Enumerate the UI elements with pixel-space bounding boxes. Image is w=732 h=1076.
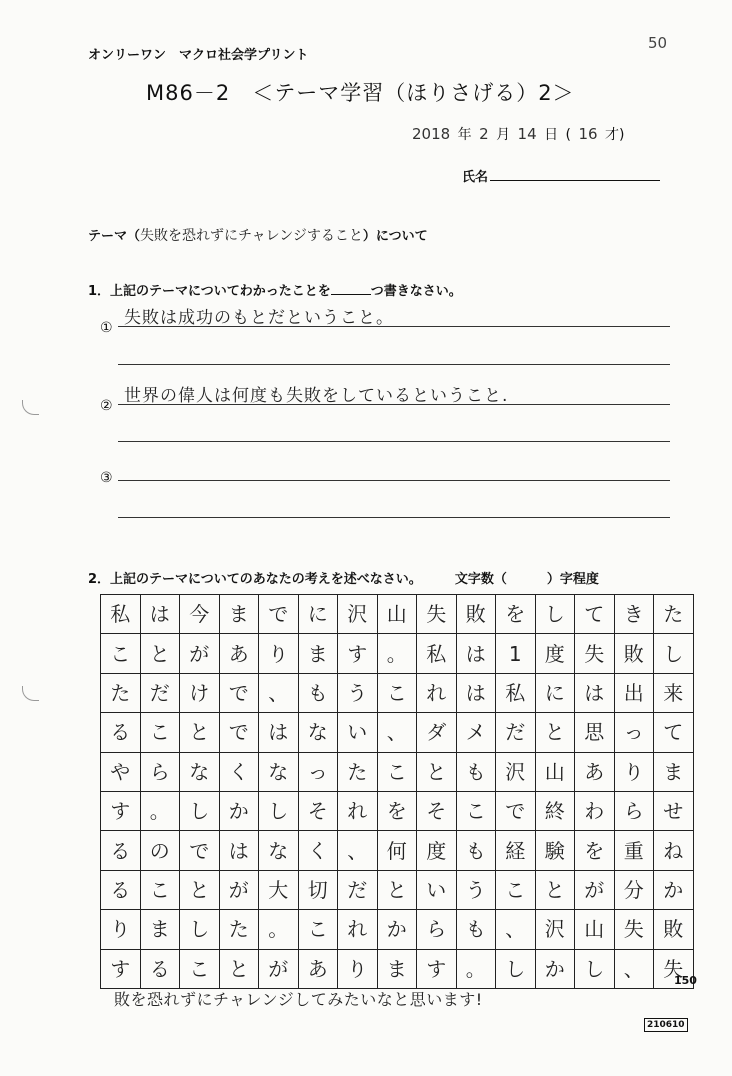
grid-cell: た [101, 673, 141, 712]
date-line [412, 124, 627, 144]
grid-cell: し [180, 791, 220, 830]
grid-cell: も [456, 752, 496, 791]
grid-cell: ら [417, 910, 457, 949]
binder-hole-mark-top [22, 400, 39, 415]
date-month-unit: 月 [496, 127, 511, 143]
answer-1-line-1 [118, 326, 670, 327]
grid-cell: は [140, 595, 180, 634]
grid-cell: 沢 [535, 910, 575, 949]
date-day-unit: 日 [544, 127, 559, 143]
grid-cell: そ [298, 791, 338, 830]
answer-3-number: ③ [100, 470, 113, 486]
grid-cell: が [259, 949, 299, 988]
date-year: 2018 [412, 125, 451, 143]
answer-1-text: 失敗は成功のもとだということ。 [124, 308, 394, 328]
grid-cell: れ [338, 791, 378, 830]
grid-cell: 山 [575, 910, 615, 949]
grid-cell: き [614, 595, 654, 634]
grid-cell: て [575, 595, 615, 634]
closing-text: 敗を恐れずにチャレンジしてみたいなと思います! [114, 990, 483, 1009]
grid-cell: こ [377, 752, 417, 791]
grid-cell: や [101, 752, 141, 791]
grid-cell: な [298, 713, 338, 752]
grid-cell: を [496, 595, 536, 634]
grid-count-label: 150 [674, 974, 697, 987]
grid-cell: て [654, 713, 694, 752]
grid-row [101, 791, 694, 830]
date-day: 14 [517, 125, 537, 143]
question-1-count-blank [331, 283, 371, 295]
grid-cell: だ [338, 870, 378, 909]
question-1 [88, 280, 462, 299]
grid-cell: 山 [377, 595, 417, 634]
answer-grid [100, 594, 694, 989]
grid-cell: で [219, 673, 259, 712]
grid-cell: 分 [614, 870, 654, 909]
score-mark: 50 [648, 34, 668, 52]
grid-cell: も [298, 673, 338, 712]
grid-cell: と [535, 870, 575, 909]
grid-cell: と [180, 870, 220, 909]
form-code: 210610 [644, 1018, 688, 1032]
grid-cell: く [219, 752, 259, 791]
question-2 [88, 568, 599, 587]
name-field[interactable] [490, 168, 660, 181]
grid-cell: か [219, 791, 259, 830]
grid-cell: 来 [654, 673, 694, 712]
grid-cell: ま [654, 752, 694, 791]
grid-cell: ら [614, 791, 654, 830]
grid-cell: こ [140, 713, 180, 752]
grid-cell: に [298, 595, 338, 634]
grid-cell: り [338, 949, 378, 988]
grid-cell: 。 [456, 949, 496, 988]
grid-cell: し [654, 634, 694, 673]
grid-cell: 山 [535, 752, 575, 791]
grid-cell: 重 [614, 831, 654, 870]
answer-1-line-2 [118, 364, 670, 365]
grid-cell: な [259, 831, 299, 870]
grid-cell: い [417, 870, 457, 909]
grid-cell: た [654, 595, 694, 634]
grid-cell: そ [417, 791, 457, 830]
grid-cell: 験 [535, 831, 575, 870]
char-count-label-after: ）字程度 [546, 572, 599, 587]
grid-cell: く [298, 831, 338, 870]
grid-cell: 。 [140, 791, 180, 830]
grid-cell: あ [575, 752, 615, 791]
char-count-label-before: 文字数（ [454, 572, 507, 587]
grid-cell: る [101, 713, 141, 752]
name-line [462, 166, 660, 185]
grid-cell: 失 [417, 595, 457, 634]
grid-cell: 。 [377, 634, 417, 673]
grid-cell: こ [101, 634, 141, 673]
grid-cell: あ [219, 634, 259, 673]
grid-cell: 何 [377, 831, 417, 870]
grid-cell: と [219, 949, 259, 988]
grid-cell: こ [180, 949, 220, 988]
grid-cell: 敗 [614, 634, 654, 673]
grid-cell: し [575, 949, 615, 988]
answer-2-line-1 [118, 404, 670, 405]
grid-cell: 出 [614, 673, 654, 712]
grid-cell: ま [298, 634, 338, 673]
grid-cell: 終 [535, 791, 575, 830]
grid-cell: ま [140, 910, 180, 949]
grid-cell: で [496, 791, 536, 830]
binder-hole-mark-bottom [22, 686, 39, 701]
grid-row [101, 949, 694, 988]
grid-cell: の [140, 831, 180, 870]
grid-cell: け [180, 673, 220, 712]
theme-handwritten: 失敗を恐れずにチャレンジすること [140, 228, 363, 244]
grid-cell: 敗 [456, 595, 496, 634]
grid-cell: は [456, 634, 496, 673]
grid-cell: か [654, 870, 694, 909]
grid-cell: と [180, 713, 220, 752]
grid-cell: も [456, 910, 496, 949]
grid-cell: っ [298, 752, 338, 791]
name-label: 氏名 [462, 170, 489, 185]
sheet-title: M86－2 ＜テーマ学習（ほりさげる）2＞ [146, 81, 575, 105]
grid-cell: れ [338, 910, 378, 949]
grid-cell: る [101, 831, 141, 870]
grid-cell: な [259, 752, 299, 791]
answer-2-line-2 [118, 441, 670, 442]
grid-cell: ダ [417, 713, 457, 752]
answer-1-number: ① [100, 320, 113, 336]
date-age-open: ( [565, 127, 572, 143]
grid-cell: だ [140, 673, 180, 712]
grid-cell: ね [654, 831, 694, 870]
date-year-unit: 年 [457, 127, 472, 143]
answer-3-line-2 [118, 517, 670, 518]
grid-cell: と [535, 713, 575, 752]
grid-cell: し [180, 910, 220, 949]
grid-row [101, 831, 694, 870]
grid-cell: 失 [654, 949, 694, 988]
grid-cell: ま [219, 595, 259, 634]
grid-cell: で [259, 595, 299, 634]
grid-cell: ら [140, 752, 180, 791]
grid-cell: し [496, 949, 536, 988]
grid-cell: 。 [259, 910, 299, 949]
grid-cell: り [259, 634, 299, 673]
grid-row [101, 634, 694, 673]
grid-cell: た [338, 752, 378, 791]
theme-suffix: ）について [362, 229, 428, 244]
grid-cell: し [535, 595, 575, 634]
grid-cell: す [417, 949, 457, 988]
date-age-unit: 才) [605, 127, 625, 143]
grid-cell: 1 [496, 634, 536, 673]
grid-cell: た [219, 910, 259, 949]
grid-cell: 私 [417, 634, 457, 673]
grid-cell: 、 [614, 949, 654, 988]
grid-cell: い [338, 713, 378, 752]
grid-cell: ま [377, 949, 417, 988]
grid-cell: と [417, 752, 457, 791]
grid-cell: 沢 [496, 752, 536, 791]
grid-cell: か [377, 910, 417, 949]
grid-cell: 、 [259, 673, 299, 712]
answer-2-text: 世界の偉人は何度も失敗をしているということ. [124, 386, 509, 406]
grid-cell: 思 [575, 713, 615, 752]
grid-cell: だ [496, 713, 536, 752]
header-label: オンリーワン マクロ社会学プリント [88, 48, 309, 63]
grid-cell: 、 [338, 831, 378, 870]
grid-cell: は [259, 713, 299, 752]
grid-cell: り [101, 910, 141, 949]
grid-cell: を [575, 831, 615, 870]
grid-cell: は [219, 831, 259, 870]
grid-cell: す [101, 949, 141, 988]
grid-cell: う [456, 870, 496, 909]
grid-cell: 失 [614, 910, 654, 949]
grid-cell: メ [456, 713, 496, 752]
grid-cell: に [535, 673, 575, 712]
grid-cell: こ [140, 870, 180, 909]
grid-cell: せ [654, 791, 694, 830]
grid-cell: る [140, 949, 180, 988]
grid-cell: は [575, 673, 615, 712]
grid-row [101, 595, 694, 634]
grid-row [101, 713, 694, 752]
grid-cell: が [575, 870, 615, 909]
grid-cell: わ [575, 791, 615, 830]
grid-cell: こ [456, 791, 496, 830]
grid-cell: こ [496, 870, 536, 909]
grid-row [101, 870, 694, 909]
grid-cell: り [614, 752, 654, 791]
grid-cell: 度 [535, 634, 575, 673]
grid-cell: 敗 [654, 910, 694, 949]
grid-row [101, 752, 694, 791]
grid-cell: 切 [298, 870, 338, 909]
grid-cell: 今 [180, 595, 220, 634]
grid-cell: か [535, 949, 575, 988]
question-1-text-after: つ書きなさい。 [370, 284, 462, 299]
grid-cell: 私 [496, 673, 536, 712]
grid-cell: 経 [496, 831, 536, 870]
grid-cell: っ [614, 713, 654, 752]
grid-cell: が [219, 870, 259, 909]
grid-cell: が [180, 634, 220, 673]
grid-cell: 失 [575, 634, 615, 673]
date-age: 16 [578, 125, 598, 143]
grid-cell: 、 [377, 713, 417, 752]
grid-cell: で [180, 831, 220, 870]
grid-row [101, 910, 694, 949]
theme-prefix: テーマ（ [88, 229, 141, 244]
question-1-text-before: 1．上記のテーマについてわかったことを [88, 284, 331, 299]
grid-cell: る [101, 870, 141, 909]
grid-cell: は [456, 673, 496, 712]
grid-cell: を [377, 791, 417, 830]
grid-cell: 、 [496, 910, 536, 949]
question-2-text: 2．上記のテーマについてのあなたの考えを述べなさい。 [88, 572, 422, 587]
grid-cell: と [377, 870, 417, 909]
grid-cell: う [338, 673, 378, 712]
grid-cell: あ [298, 949, 338, 988]
date-month: 2 [479, 125, 489, 143]
grid-row [101, 673, 694, 712]
grid-cell: こ [298, 910, 338, 949]
grid-cell: で [219, 713, 259, 752]
grid-cell: 大 [259, 870, 299, 909]
grid-cell: こ [377, 673, 417, 712]
grid-cell: と [140, 634, 180, 673]
grid-cell: し [259, 791, 299, 830]
grid-cell: れ [417, 673, 457, 712]
answer-3-line-1 [118, 480, 670, 481]
grid-cell: す [338, 634, 378, 673]
grid-cell: す [101, 791, 141, 830]
grid-cell: も [456, 831, 496, 870]
grid-cell: 沢 [338, 595, 378, 634]
grid-cell: 私 [101, 595, 141, 634]
answer-2-number: ② [100, 398, 113, 414]
grid-cell: な [180, 752, 220, 791]
theme-line [88, 225, 428, 245]
grid-cell: 度 [417, 831, 457, 870]
